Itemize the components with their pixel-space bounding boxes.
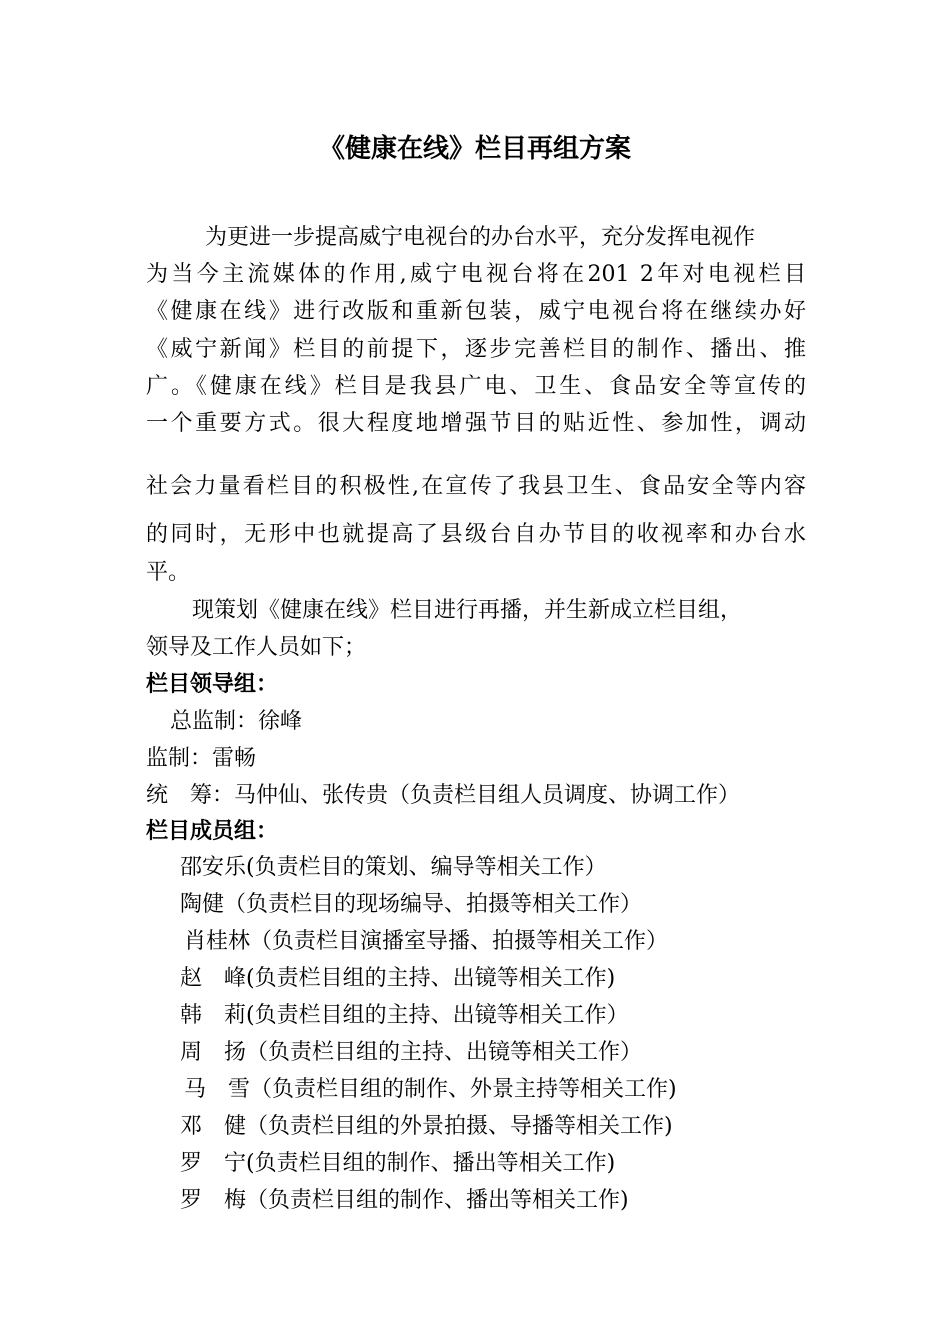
member-line: 罗 宁(负责栏目组的制作、播出等相关工作) <box>180 1151 616 1176</box>
member-line: 肖桂林（负责栏目演播室导播、拍摄等相关工作） <box>184 929 669 954</box>
intro-line-3: 《健康在线》进行改版和重新包装，威宁电视台将在继续办好 <box>146 299 806 324</box>
intro-line-1: 为更进一步提高威宁电视台的办台水平，充分发挥电视作 <box>205 225 756 250</box>
plan-line-1: 现策划《健康在线》栏目进行再播，并生新成立栏目组， <box>192 598 743 623</box>
document-title: 《健康在线》栏目再组方案 <box>318 134 631 164</box>
member-line: 赵 峰(负责栏目组的主持、出镜等相关工作) <box>180 966 616 991</box>
intro-line-9: 平。 <box>146 560 191 585</box>
member-line: 周 扬（负责栏目组的主持、出镜等相关工作） <box>180 1040 643 1065</box>
member-line: 罗 梅（负责栏目组的制作、播出等相关工作) <box>180 1188 629 1213</box>
intro-line-6: 一个重要方式。很大程度地增强节目的贴近性、参加性，调动 <box>146 411 806 436</box>
intro-line-4: 《威宁新闻》栏目的前提下，逐步完善栏目的制作、播出、推 <box>146 337 806 362</box>
leader-line: 监制：雷畅 <box>146 746 257 771</box>
leaders-heading: 栏目领导组： <box>146 672 279 697</box>
member-line: 韩 莉(负责栏目组的主持、出镜等相关工作） <box>180 1003 629 1028</box>
plan-line-2: 领导及工作人员如下； <box>146 635 367 660</box>
intro-line-8: 的同时，无形中也就提高了县级台自办节目的收视率和办台水 <box>146 522 806 547</box>
member-line: 邓 健（负责栏目组的外景拍摄、导播等相关工作) <box>180 1114 673 1139</box>
leader-line: 总监制：徐峰 <box>170 709 303 734</box>
intro-line-7: 社会力量看栏目的积极性,在宣传了我县卫生、食品安全等内容 <box>146 474 806 499</box>
member-line: 邵安乐(负责栏目的策划、编导等相关工作） <box>180 855 607 880</box>
member-line: 马 雪（负责栏目组的制作、外景主持等相关工作) <box>184 1077 677 1102</box>
member-line: 陶健（负责栏目的现场编导、拍摄等相关工作） <box>180 892 643 917</box>
leader-line: 统 筹：马仲仙、张传贵（负责栏目组人员调度、协调工作） <box>146 783 741 808</box>
intro-line-5: 广。《健康在线》栏目是我县广电、卫生、食品安全等宣传的 <box>146 374 806 399</box>
members-heading: 栏目成员组： <box>146 819 279 844</box>
intro-line-2: 为当今主流媒体的作用,威宁电视台将在201 2年对电视栏目 <box>146 262 806 287</box>
